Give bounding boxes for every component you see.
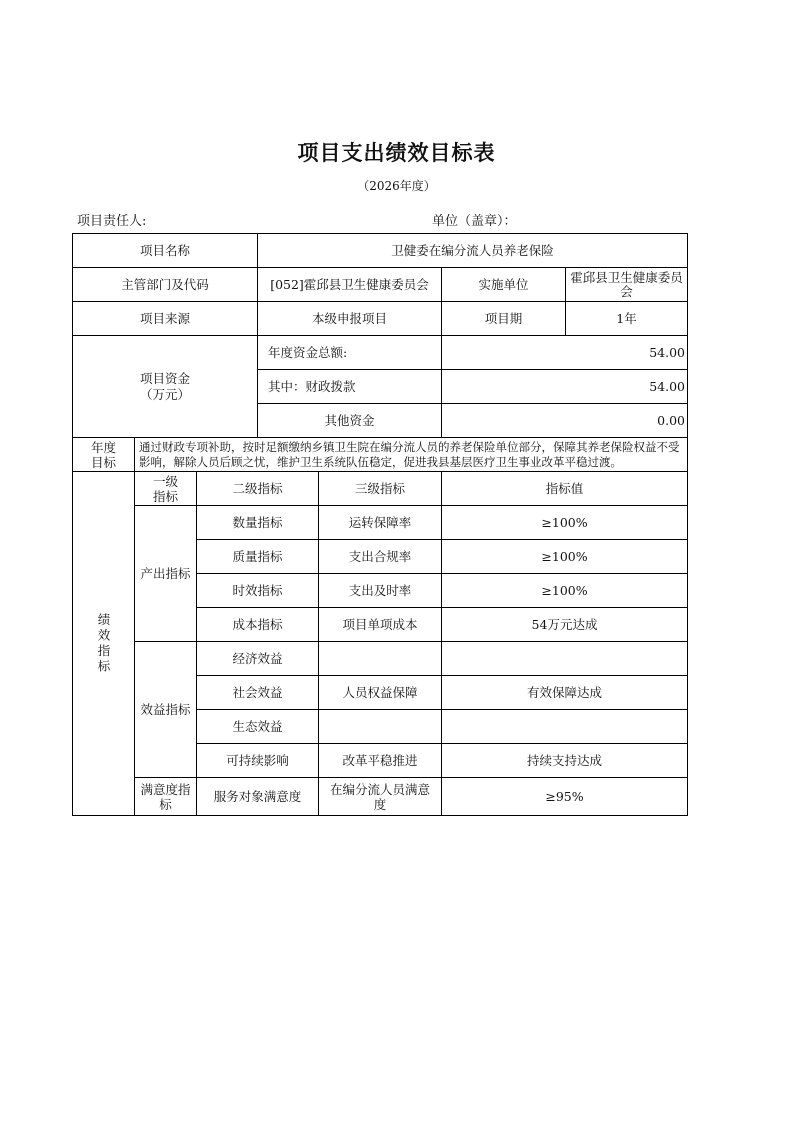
impl-unit-label: 实施单位 — [442, 268, 566, 302]
other-funds-label: 其他资金 — [258, 404, 442, 438]
responsible-person-label: 项目责任人: — [77, 214, 147, 229]
benefit-level2: 经济效益 — [197, 642, 319, 676]
satisfaction-level2: 服务对象满意度 — [197, 778, 319, 816]
benefit-level3: 改革平稳推进 — [319, 744, 442, 778]
level1-header: 一级 指标 — [135, 472, 197, 506]
fiscal-allocation-label: 其中：财政拨款 — [258, 370, 442, 404]
output-value: ≥100% — [442, 506, 688, 540]
benefit-level2: 生态效益 — [197, 710, 319, 744]
output-value: ≥100% — [442, 574, 688, 608]
benefit-value: 有效保障达成 — [442, 676, 688, 710]
benefit-level3 — [319, 710, 442, 744]
project-name-value: 卫健委在编分流人员养老保险 — [258, 234, 688, 268]
page-title: 项目支出绩效目标表 — [297, 140, 496, 165]
benefit-level2: 社会效益 — [197, 676, 319, 710]
impl-unit-value: 霍邱县卫生健康委员会 — [566, 268, 688, 302]
project-name-label: 项目名称 — [73, 234, 258, 268]
project-funds-label: 项目资金 （万元） — [73, 336, 258, 438]
output-level3: 项目单项成本 — [319, 608, 442, 642]
fiscal-year: （2026年度） — [357, 179, 436, 193]
performance-indicators-label: 绩效指标 — [73, 472, 135, 816]
output-level2: 成本指标 — [197, 608, 319, 642]
output-level3: 运转保障率 — [319, 506, 442, 540]
fiscal-allocation-value: 54.00 — [442, 370, 688, 404]
dept-code-value: [052]霍邱县卫生健康委员会 — [258, 268, 442, 302]
unit-seal-label: 单位（盖章）： — [432, 214, 517, 229]
output-level2: 质量指标 — [197, 540, 319, 574]
benefit-value — [442, 642, 688, 676]
output-level2: 数量指标 — [197, 506, 319, 540]
other-funds-value: 0.00 — [442, 404, 688, 438]
benefit-value — [442, 710, 688, 744]
benefit-level2: 可持续影响 — [197, 744, 319, 778]
performance-table — [72, 233, 688, 816]
project-period-label: 项目期 — [442, 302, 566, 336]
satisfaction-level3: 在编分流人员满意 度 — [319, 778, 442, 816]
project-source-label: 项目来源 — [73, 302, 258, 336]
benefit-value: 持续支持达成 — [442, 744, 688, 778]
dept-code-label: 主管部门及代码 — [73, 268, 258, 302]
output-value: 54万元达成 — [442, 608, 688, 642]
benefit-level3: 人员权益保障 — [319, 676, 442, 710]
annual-goal-label: 年度 目标 — [73, 438, 135, 472]
project-period-value: 1年 — [566, 302, 688, 336]
annual-total-label: 年度资金总额: — [258, 336, 442, 370]
benefit-level3 — [319, 642, 442, 676]
satisfaction-value: ≥95% — [442, 778, 688, 816]
output-level3: 支出及时率 — [319, 574, 442, 608]
indicator-value-header: 指标值 — [442, 472, 688, 506]
output-level3: 支出合规率 — [319, 540, 442, 574]
annual-total-value: 54.00 — [442, 336, 688, 370]
output-level2: 时效指标 — [197, 574, 319, 608]
project-source-value: 本级申报项目 — [258, 302, 442, 336]
benefit-indicators-label: 效益指标 — [135, 642, 197, 778]
output-indicators-label: 产出指标 — [135, 506, 197, 642]
output-value: ≥100% — [442, 540, 688, 574]
level3-header: 三级指标 — [319, 472, 442, 506]
annual-goal-text: 通过财政专项补助，按时足额缴纳乡镇卫生院在编分流人员的养老保险单位部分，保障其养老保险权益不受影响，解除人员后顾之忧，维护卫生系统队伍稳定，促进我县基层医疗卫生事业改革平稳过渡。 — [135, 438, 688, 472]
satisfaction-indicators-label: 满意度指 标 — [135, 778, 197, 816]
level2-header: 二级指标 — [197, 472, 319, 506]
